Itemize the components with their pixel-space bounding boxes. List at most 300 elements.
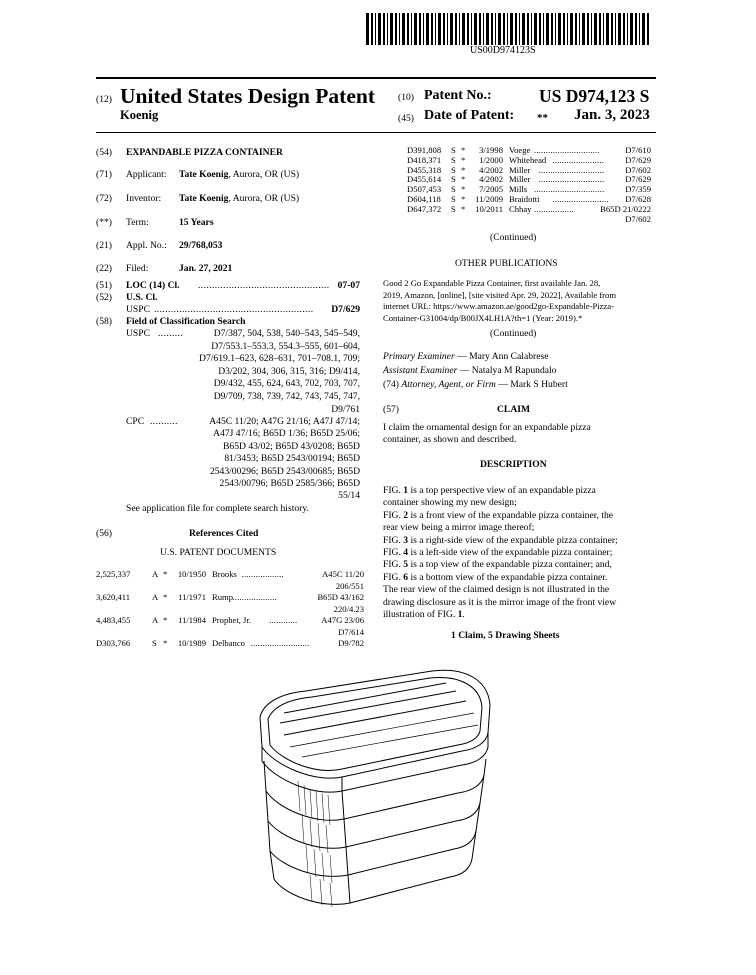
inventor-name: Tate Koenig: [179, 193, 229, 204]
reference-kind: S: [451, 184, 456, 195]
barcode-bar: [443, 13, 445, 45]
reference-dots: ..................: [241, 569, 284, 579]
barcode-bar: [435, 13, 436, 45]
reference-row: [407, 155, 651, 165]
references-cited-title: References Cited: [189, 528, 259, 539]
barcode-bar: [611, 13, 613, 45]
code-45: (45): [398, 113, 414, 124]
text-line: A45C 11/20; A47G 21/16; A47J 47/14;: [209, 416, 360, 427]
figure-number: 6: [403, 571, 409, 583]
barcode-bar: [383, 13, 385, 45]
description-text-part: is a right-side view of the expandable pizza container;: [408, 534, 618, 546]
reference-kind: S: [152, 638, 157, 648]
reference-kind: S: [451, 194, 456, 204]
loc-value: 07-07: [337, 280, 360, 291]
reference-star: *: [461, 194, 466, 204]
reference-cls: D7/359: [625, 184, 651, 195]
barcode-bar: [495, 13, 496, 45]
reference-num: 3,620,411: [96, 592, 131, 602]
barcode-bar: [539, 13, 541, 45]
description-text-part: is a top view of the expandable pizza container; and,: [408, 559, 612, 571]
text-line: A47J 47/16; B65D 1/36; B65D 25/06;: [213, 428, 360, 440]
inventor-surname: Koenig: [120, 108, 159, 122]
uspc-leader: .........................................................: [154, 304, 314, 315]
shading-hatch: [298, 781, 332, 907]
reference-num: D647,372: [407, 203, 442, 214]
description-line: [383, 510, 651, 522]
text-line: 2543/00296; B65D 2543/00685; B65D: [209, 465, 360, 477]
barcode-bar: [399, 13, 400, 45]
text-line: D7/619.1–623, 628–631, 701–708.1, 709;: [199, 353, 360, 365]
barcode-bar: [527, 13, 529, 45]
patent-no-label: Patent No.:: [424, 88, 492, 103]
barcode-bar: [414, 13, 417, 45]
reference-row: [407, 204, 651, 214]
term-value: 15 Years: [179, 217, 214, 228]
reference-row: [96, 638, 364, 650]
loc-leader: ...............................................: [198, 280, 330, 291]
description-text-part: FIG.: [383, 509, 404, 521]
reference-name: Mills: [509, 184, 528, 195]
barcode-bar: [591, 13, 592, 45]
description-text-part: FIG.: [383, 559, 404, 571]
reference-row: [407, 174, 651, 184]
barcode-bar: [371, 13, 373, 45]
figure-number: 3: [403, 534, 409, 546]
header-bottom-rule: [96, 132, 656, 133]
reference-star: *: [163, 615, 168, 625]
assistant-examiner-name: — Natalya M Rapundalo: [457, 365, 557, 376]
barcode-bar: [599, 13, 601, 45]
inventor-location: , Aurora, OR (US): [228, 193, 300, 204]
date-of-patent: Jan. 3, 2023: [574, 107, 650, 123]
search-history-note: See application file for complete search history.: [126, 503, 309, 514]
code-10: (10): [398, 92, 414, 103]
reference-num: 2,525,337: [96, 569, 131, 579]
date-star-marker: **: [537, 112, 548, 124]
barcode-bar: [635, 13, 637, 45]
barcode-bar: [395, 13, 397, 45]
barcode-bar: [375, 13, 376, 45]
reference-secondary-class: D7/602: [625, 213, 651, 224]
text-line: B65D 43/02; B65D 43/0208; B65D: [223, 440, 360, 452]
barcode-bar: [618, 13, 621, 45]
barcode-bar: [531, 13, 532, 45]
us-cl-label: U.S. Cl.: [126, 292, 158, 303]
code-72: (72): [96, 193, 112, 204]
description-line: [383, 535, 651, 547]
barcode-bar: [447, 13, 448, 45]
reference-num: D418,371: [407, 154, 442, 165]
barcode-bar: [567, 13, 568, 45]
reference-num: D507,453: [407, 184, 442, 195]
reference-kind: S: [451, 154, 456, 165]
barcode-bar: [647, 13, 649, 45]
reference-name: Whitehead: [509, 154, 547, 165]
description-line: [383, 485, 651, 497]
barcode-bar: [639, 13, 640, 45]
reference-name: Braidotti: [509, 194, 540, 204]
reference-cls: D7/629: [625, 174, 651, 185]
description-text-part: is a top perspective view of an expandable pizza: [408, 485, 596, 496]
reference-row: [96, 592, 364, 604]
barcode-bar: [450, 13, 453, 45]
text-line: 55/14: [338, 490, 360, 502]
text-line: I claim the ornamental design for an expandable pizza: [383, 422, 591, 433]
description-text-part: is a bottom view of the expandable pizza container.: [408, 571, 608, 583]
inventor-label: Inventor:: [126, 193, 162, 204]
barcode-bar: [503, 13, 505, 45]
reference-name: Chhay: [509, 203, 532, 214]
barcode-bar: [507, 13, 508, 45]
reference-kind: S: [451, 164, 456, 175]
code-71: (71): [96, 169, 112, 180]
barcode-bar: [390, 13, 393, 45]
barcode-bar: [438, 13, 441, 45]
reference-dots: ............................: [538, 164, 605, 175]
description-text-part: FIG.: [383, 485, 404, 496]
reference-num: D455,614: [407, 174, 442, 185]
reference-name: Prophet, Jr.: [212, 615, 251, 625]
code-12: (12): [96, 94, 112, 105]
patent-number: US D974,123 S: [539, 86, 650, 106]
barcode: [366, 13, 652, 45]
claim-text: [383, 422, 651, 446]
reference-date: 10/1950: [177, 569, 206, 579]
reference-date: 10/2011: [475, 203, 503, 214]
reference-star: *: [461, 154, 466, 165]
reference-name: Miller: [509, 174, 531, 185]
text-line: D7/553.1–553.3, 554.3–555, 601–604,: [211, 340, 360, 352]
document-title: United States Design Patent: [120, 84, 375, 108]
reference-name: Brooks: [212, 569, 237, 579]
reference-date: 11/2009: [475, 194, 503, 204]
reference-cls: D9/782: [338, 638, 364, 648]
description-text-part: illustration of FIG.: [383, 608, 458, 620]
assistant-examiner: [383, 365, 556, 377]
reference-dots: .................: [534, 203, 574, 214]
barcode-bar: [459, 13, 460, 45]
reference-num: D303,766: [96, 638, 131, 648]
reference-dots: ............: [269, 615, 298, 625]
attorney: [383, 379, 568, 391]
pizza-container-drawing: [244, 665, 504, 925]
reference-num: D604,118: [407, 194, 441, 204]
reference-star: *: [461, 203, 466, 214]
text-line: container, as shown and described.: [383, 434, 517, 445]
description-line: [383, 522, 651, 534]
reference-secondary-class: 220/4.23: [333, 603, 364, 614]
barcode-bar: [534, 13, 537, 45]
body-tier-1: [264, 759, 486, 820]
barcode-bar: [462, 13, 465, 45]
barcode-bar: [423, 13, 424, 45]
reference-row: [407, 184, 651, 194]
figure-number: 5: [403, 559, 409, 571]
reference-date: 4/2002: [479, 164, 503, 175]
applicant-value: [179, 169, 299, 181]
reference-dots: .........................: [250, 638, 310, 648]
claims-drawing-sheets: 1 Claim, 5 Drawing Sheets: [451, 630, 560, 641]
barcode-bar: [407, 13, 409, 45]
reference-dots: ........................: [552, 194, 609, 204]
reference-kind: A: [152, 615, 159, 625]
barcode-bar: [546, 13, 549, 45]
text-line: D3/202, 304, 306, 315, 316; D9/414,: [218, 365, 360, 377]
text-line: 2019, Amazon, [online], [site visited Apr. 29, 2022], Available from: [383, 289, 617, 300]
reference-name: Voege: [509, 145, 531, 155]
reference-num: D455,318: [407, 164, 442, 175]
code-74: (74): [383, 379, 399, 390]
applicant-location: , Aurora, OR (US): [228, 169, 300, 180]
attorney-name: — Mark S Hubert: [495, 379, 568, 390]
barcode-bar: [575, 13, 577, 45]
barcode-bar: [579, 13, 580, 45]
search-cpc-label: CPC: [126, 416, 145, 427]
search-cpc-leader: ..........: [150, 416, 178, 427]
description-text-part: .: [462, 608, 465, 620]
description-line: [383, 609, 651, 621]
description-title: DESCRIPTION: [480, 459, 547, 470]
search-uspc-classes: [176, 328, 360, 416]
reference-date: 11/1971: [178, 592, 206, 602]
barcode-bar: [498, 13, 501, 45]
inventor-value: [179, 193, 299, 205]
barcode-bar: [587, 13, 589, 45]
description-text-part: The rear view of the claimed design is not illustrated in the: [383, 584, 610, 596]
reference-name: Miller: [509, 164, 531, 175]
term-label: Term:: [126, 217, 149, 228]
barcode-bar: [471, 13, 472, 45]
barcode-bar: [411, 13, 412, 45]
description-text-part: FIG.: [383, 534, 404, 546]
reference-cls: A45C 11/20: [322, 569, 364, 579]
continued-1: (Continued): [490, 232, 537, 243]
loc-label: LOC (14) Cl.: [126, 280, 180, 291]
reference-kind: S: [451, 145, 456, 155]
text-line: D9/709, 738, 739, 742, 743, 745, 747,: [213, 390, 360, 402]
barcode-bar: [474, 13, 477, 45]
description-text-part: rear view being a mirror image thereof;: [383, 522, 535, 534]
primary-examiner-name: — Mary Ann Calabrese: [454, 351, 549, 362]
barcode-bar: [366, 13, 369, 45]
barcode-bar: [486, 13, 489, 45]
assistant-examiner-label: Assistant Examiner: [383, 365, 458, 376]
claim-title: CLAIM: [497, 404, 531, 415]
text-line: 2543/00796; B65D 2585/366; B65D: [219, 477, 360, 489]
reference-row: [407, 145, 651, 155]
description-line: [383, 559, 651, 571]
code-57: (57): [383, 404, 399, 415]
figure-number: 2: [403, 509, 409, 521]
barcode-bar: [606, 13, 609, 45]
header-top-rule: [96, 77, 656, 79]
applicant-name: Tate Koenig: [179, 169, 229, 180]
reference-secondary-class: 206/551: [335, 580, 364, 591]
barcode-bar: [510, 13, 513, 45]
date-of-patent-label: Date of Patent:: [424, 108, 515, 123]
barcode-number: US00D974123S: [470, 45, 536, 56]
reference-star: *: [461, 145, 466, 155]
uspc-value: D7/629: [331, 304, 360, 315]
barcode-bar: [419, 13, 421, 45]
barcode-bar: [467, 13, 469, 45]
barcode-bar: [519, 13, 520, 45]
reference-dots: ...................: [232, 592, 278, 602]
barcode-bar: [570, 13, 573, 45]
barcode-graphic: [366, 13, 652, 45]
barcode-bar: [555, 13, 556, 45]
text-line: D9/761: [331, 403, 360, 415]
reference-dots: ............................: [534, 145, 600, 155]
code-52: (52): [96, 292, 112, 303]
reference-kind: A: [152, 592, 159, 602]
other-publications-text: [383, 278, 651, 324]
description-line: [383, 597, 651, 609]
reference-date: 3/1998: [479, 145, 503, 155]
reference-num: 4,483,455: [96, 615, 131, 625]
reference-row: [407, 194, 651, 204]
search-cpc-classes: [176, 416, 360, 503]
barcode-bar: [630, 13, 633, 45]
body-front-edge: [342, 791, 350, 903]
lid-stripe-2: [290, 713, 478, 757]
reference-date: 7/2005: [479, 184, 503, 195]
barcode-bar: [615, 13, 616, 45]
reference-cls: D7/628: [625, 194, 651, 204]
figure-number: 4: [403, 546, 409, 558]
code-56: (56): [96, 528, 112, 539]
description-text-part: FIG.: [383, 546, 404, 558]
filed-value: Jan. 27, 2021: [179, 263, 233, 274]
barcode-bar: [642, 13, 645, 45]
reference-num: D391,808: [407, 145, 442, 155]
barcode-bar: [402, 13, 405, 45]
uspc-label: USPC: [126, 304, 150, 315]
reference-cls: B65D 21/0222: [600, 203, 651, 214]
description-text-part: FIG.: [383, 571, 404, 583]
reference-date: 11/1984: [178, 615, 206, 625]
reference-cls: D7/610: [625, 145, 651, 155]
primary-examiner: [383, 351, 548, 363]
reference-star: *: [461, 164, 466, 175]
reference-dots: ............................: [538, 174, 605, 185]
reference-star: *: [163, 569, 168, 579]
other-publications-title: OTHER PUBLICATIONS: [455, 258, 558, 269]
description-line: [383, 547, 651, 559]
code-51: (51): [96, 280, 112, 291]
reference-name: Delbanco: [212, 638, 245, 648]
reference-star: *: [163, 592, 168, 602]
description-text-part: container showing my new design;: [383, 497, 517, 509]
reference-star: *: [461, 184, 466, 195]
text-line: D9/432, 455, 624, 643, 702, 703, 707,: [213, 378, 360, 390]
text-line: Good 2 Go Expandable Pizza Container, first available Jan. 28,: [383, 278, 601, 288]
figure-number: 1: [457, 608, 463, 620]
continued-2: (Continued): [490, 328, 537, 339]
reference-date: 1/2000: [479, 154, 503, 165]
code-58: (58): [96, 316, 112, 327]
reference-star: *: [163, 638, 168, 648]
applicant-label: Applicant:: [126, 169, 167, 180]
barcode-bar: [387, 13, 388, 45]
reference-cls: D7/602: [625, 164, 651, 175]
code-54: (54): [96, 147, 112, 158]
barcode-bar: [431, 13, 433, 45]
reference-name: Rump: [212, 592, 234, 602]
reference-star: *: [461, 174, 466, 185]
description-text-part: drawing disclosure as it is the mirror image of the front view: [383, 596, 617, 608]
figure-number: 1: [403, 485, 409, 496]
text-line: 81/3453; B65D 2543/00194; B65D: [224, 453, 360, 465]
reference-row: [96, 569, 364, 581]
search-uspc-leader: .........: [158, 328, 184, 339]
barcode-bar: [627, 13, 628, 45]
right-column: [383, 140, 651, 660]
barcode-bar: [378, 13, 381, 45]
reference-date: 10/1989: [177, 638, 206, 648]
reference-cls: D7/629: [625, 154, 651, 165]
attorney-label: Attorney, Agent, or Firm: [401, 379, 496, 390]
reference-kind: A: [152, 569, 159, 579]
description-text-part: is a front view of the expandable pizza container, the: [408, 509, 614, 521]
primary-examiner-label: Primary Examiner: [383, 351, 455, 362]
filed-label: Filed:: [126, 263, 149, 274]
code-22: (22): [96, 263, 112, 274]
code-21: (21): [96, 240, 112, 251]
reference-dots: ..............................: [534, 184, 605, 195]
reference-row: [96, 615, 364, 627]
barcode-bar: [558, 13, 561, 45]
code-term: (**): [96, 217, 112, 228]
barcode-bar: [515, 13, 517, 45]
appl-no-label: Appl. No.:: [126, 240, 167, 251]
reference-secondary-class: D7/614: [338, 626, 364, 637]
barcode-bar: [563, 13, 565, 45]
text-line: D7/387, 504, 538, 540–543, 545–549,: [213, 328, 360, 339]
reference-kind: S: [451, 203, 456, 214]
reference-dots: ......................: [552, 154, 605, 165]
left-column: [96, 140, 364, 660]
description-line: [383, 572, 651, 584]
description-line: [383, 497, 651, 509]
barcode-bar: [455, 13, 457, 45]
reference-cls: B65D 43/162: [317, 592, 364, 602]
reference-cls: A47G 23/06: [321, 615, 364, 625]
appl-no-value: 29/768,053: [179, 240, 223, 251]
description-text: [383, 485, 651, 621]
reference-kind: S: [451, 174, 456, 185]
reference-row: [407, 165, 651, 175]
description-text-part: is a left-side view of the expandable pizza container;: [408, 546, 613, 558]
text-line: Container-G31004/dp/B00JX4LH1A?th=1 (Year: 2019).*: [383, 312, 583, 323]
field-of-search-label: Field of Classification Search: [126, 316, 246, 327]
text-line: internet URL: https://www.amazon.ae/good2go-Expandable-Pizza-: [383, 301, 614, 311]
description-line: [383, 584, 651, 596]
barcode-bar: [594, 13, 597, 45]
barcode-bar: [483, 13, 484, 45]
barcode-bar: [623, 13, 625, 45]
barcode-bar: [479, 13, 481, 45]
barcode-bar: [582, 13, 585, 45]
design-title: EXPANDABLE PIZZA CONTAINER: [126, 147, 283, 158]
barcode-bar: [522, 13, 525, 45]
barcode-bar: [426, 13, 429, 45]
barcode-bar: [543, 13, 544, 45]
us-patent-documents-title: U.S. PATENT DOCUMENTS: [160, 547, 277, 558]
reference-date: 4/2002: [479, 174, 503, 185]
barcode-bar: [603, 13, 604, 45]
